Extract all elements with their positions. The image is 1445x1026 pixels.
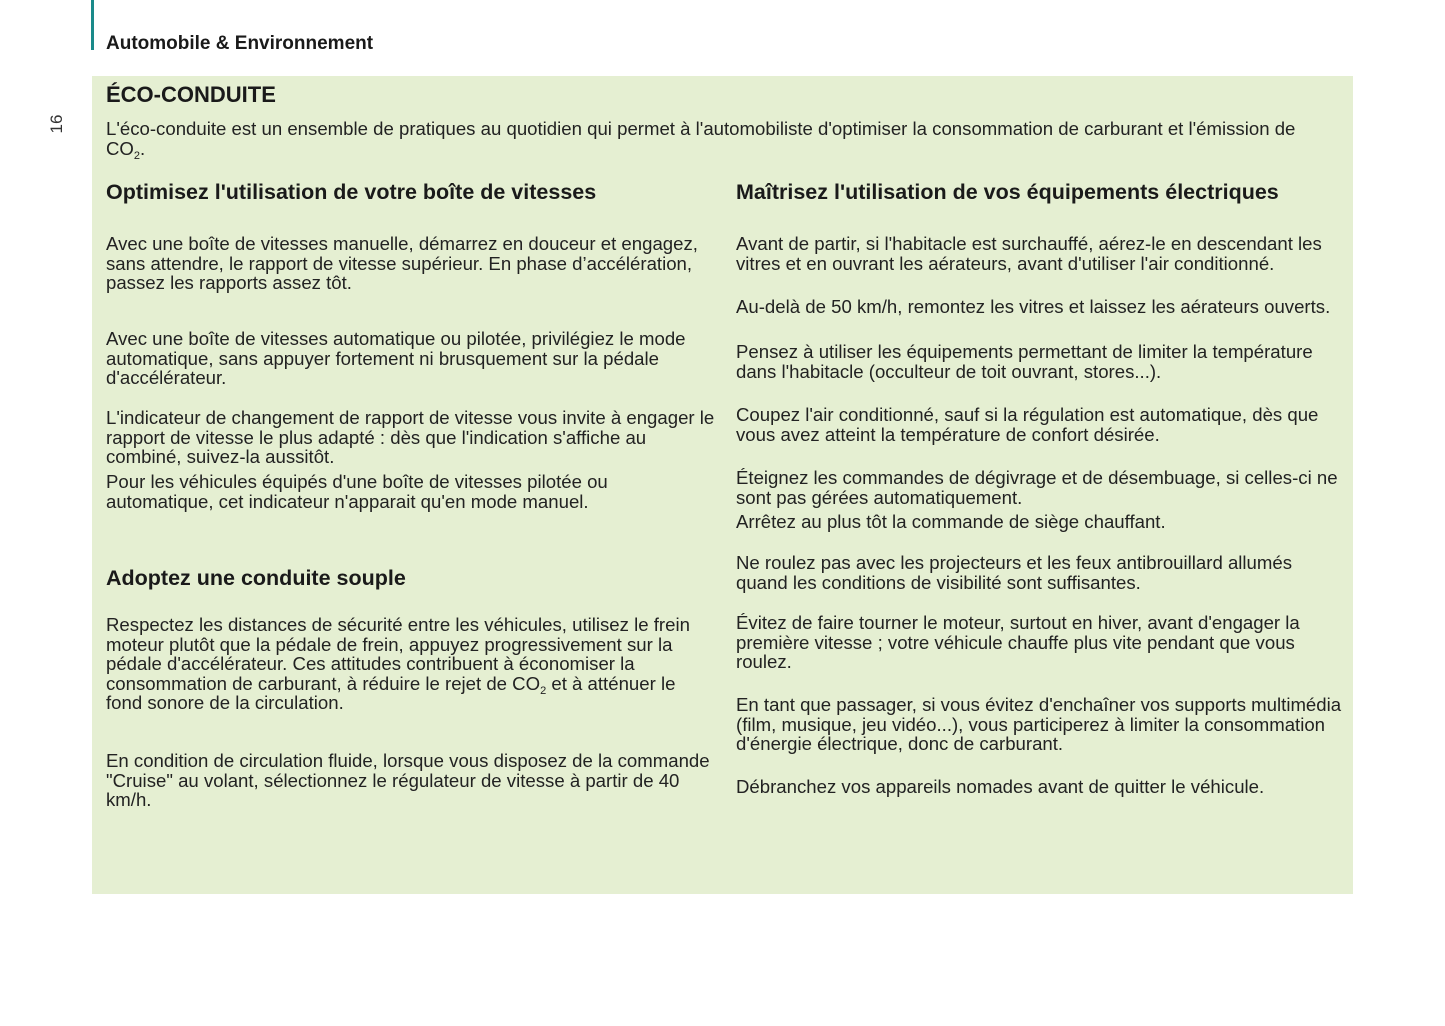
intro-subscript: 2	[133, 149, 141, 162]
header-accent-bar	[91, 0, 94, 50]
paragraph-automatic-gearbox: Avec une boîte de vitesses automatique ou pilotée, privilégiez le mode automatique, sans appuyer fortement ni brusquement sur la pédale d'accélérateur.	[106, 328, 686, 388]
paragraph-engine-idle: Évitez de faire tourner le moteur, surtout en hiver, avant d'engager la première vitesse ; votre véhicule chauffe plus vite pendant que vous roulez.	[736, 612, 1300, 672]
paragraph-manual-gearbox: Avec une boîte de vitesses manuelle, démarrez en douceur et engagez, sans attendre, le rapport de vitesse supérieur. En phase d’accélération, passez les rapports assez tôt.	[106, 233, 698, 293]
safety-distance-text: Respectez les distances de sécurité entre les véhicules, utilisez le frein moteur plutôt que la pédale de frein, appuyez progressivement sur la pédale d'accélérateur. Ces attitudes contribuent à économiser la consommation de carburant, à réduire le rejet de CO	[106, 614, 690, 694]
paragraph-headlights: Ne roulez pas avec les projecteurs et les feux antibrouillard allumés quand les conditions de visibilité sont suffisantes.	[736, 552, 1293, 593]
paragraph-shift-indicator: L'indicateur de changement de rapport de vitesse vous invite à engager le rapport de vitesse le plus adapté : dès que l'indication s'affiche au combiné, suivez-la aussitôt.	[106, 407, 715, 467]
paragraph-indicator-note: Pour les véhicules équipés d'une boîte de vitesses pilotée ou automatique, cet indicateur n'apparait qu'en mode manuel.	[106, 471, 608, 512]
page-title: ÉCO-CONDUITE	[106, 82, 276, 107]
paragraph-air-conditioning: Coupez l'air conditionné, sauf si la régulation est automatique, dès que vous avez atteint la température de confort désirée.	[736, 404, 1319, 445]
heading-smooth-driving: Adoptez une conduite souple	[106, 566, 406, 590]
paragraph-safety-distance	[106, 615, 716, 713]
safety-distance-end: et à atténuer le fond sonore de la circulation.	[106, 672, 676, 713]
heading-gearbox: Optimisez l'utilisation de votre boîte de vitesses	[106, 180, 597, 204]
paragraph-heated-seat: Arrêtez au plus tôt la commande de siège chauffant.	[736, 511, 1166, 532]
paragraph-defrost: Éteignez les commandes de dégivrage et de désembuage, si celles-ci ne sont pas gérées automatiquement.	[736, 467, 1338, 508]
paragraph-passenger-multimedia: En tant que passager, si vous évitez d'enchaîner vos supports multimédia (film, musique, jeu vidéo...), vous participerez à limiter la consommation d'énergie électrique, donc de carburant.	[736, 694, 1342, 754]
paragraph-above-50kmh: Au-delà de 50 km/h, remontez les vitres et laissez les aérateurs ouverts.	[736, 296, 1331, 317]
paragraph-unplug-devices: Débranchez vos appareils nomades avant de quitter le véhicule.	[736, 776, 1265, 797]
paragraph-temperature-equipment: Pensez à utiliser les équipements permettant de limiter la température dans l'habitacle (occulteur de toit ouvrant, stores...).	[736, 341, 1313, 382]
safety-distance-subscript: 2	[540, 684, 547, 697]
section-header: Automobile & Environnement	[106, 33, 374, 54]
page-number: 16	[47, 114, 66, 134]
intro-end: .	[140, 137, 146, 159]
paragraph-cruise-control: En condition de circulation fluide, lorsque vous disposez de la commande "Cruise" au volant, sélectionnez le régulateur de vitesse à partir de 40 km/h.	[106, 750, 710, 810]
intro-text: L'éco-conduite est un ensemble de pratiques au quotidien qui permet à l'automobiliste d'optimiser la consommation de carburant et l'émission de CO	[106, 118, 1296, 159]
paragraph-overheated-cabin: Avant de partir, si l'habitacle est surchauffé, aérez-le en descendant les vitres et en ouvrant les aérateurs, avant d'utiliser l'air conditionné.	[736, 233, 1322, 274]
intro-paragraph	[106, 118, 1336, 162]
heading-electrical-equipment: Maîtrisez l'utilisation de vos équipements électriques	[736, 180, 1279, 204]
